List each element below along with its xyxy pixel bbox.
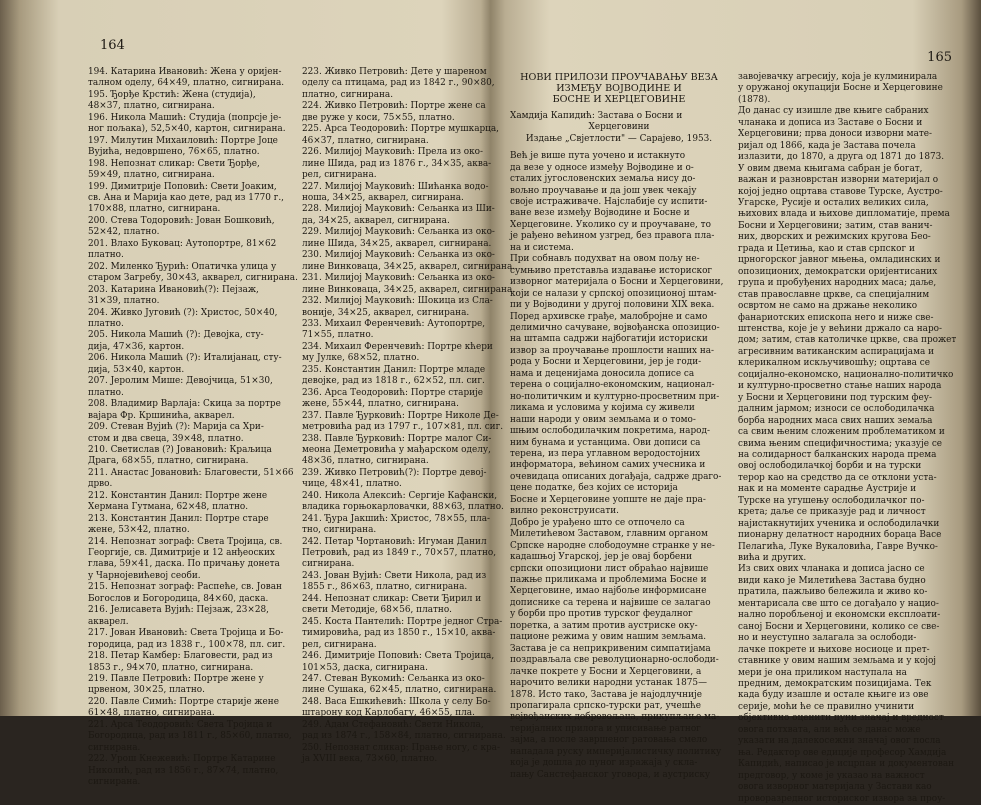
headline-line: ИЗМЕЂУ ВОЈВОДИНЕ И bbox=[556, 83, 682, 94]
article-line: Већ је више пута уочено и истакнуто bbox=[510, 151, 686, 162]
catalog-line: две руже у коси, 75×55, платно. bbox=[302, 112, 455, 123]
catalog-line: воније, 34×25, акварел, сигнирана. bbox=[302, 307, 470, 318]
article-line: да везе у односе између Војводине и о- bbox=[510, 162, 694, 173]
article-line: делимично сачуване, војвођанска опозицио- bbox=[510, 323, 720, 334]
article-line: у борби про против турског феудалног bbox=[510, 609, 693, 620]
catalog-line: 225. Арса Теодоровић: Портре мушкарца, bbox=[302, 124, 499, 135]
article-line: ставнике у овим нашим земљама и у којој bbox=[738, 656, 937, 667]
article-line: У овим двема књигама сабран је богат, bbox=[738, 163, 923, 174]
catalog-line: метровића рад из 1797 г., 107×81, пл. сиг. bbox=[302, 422, 504, 433]
article-line: терор као на средство да се отклони уста- bbox=[738, 472, 937, 483]
article-line: Капидић, написао је исцрпан и документован bbox=[738, 759, 955, 770]
catalog-line: жене, 55×44, платно, сигнирана. bbox=[302, 399, 459, 410]
catalog-line: 226. Милијој Мауковић: Прела из око- bbox=[302, 147, 483, 158]
article-line: терена, из пера углавном веродостојних bbox=[510, 449, 701, 459]
catalog-line: 208. Владимир Варлаја: Скица за портре bbox=[88, 399, 281, 410]
catalog-line: 223. Живко Петровић: Дете у шареном bbox=[302, 67, 487, 77]
article-line: нама и деценијама доносила дописе са bbox=[510, 368, 695, 379]
article-line: ним бунама и устанцима. Ови дописи са bbox=[510, 437, 701, 448]
article-line: објективно оценити пуни значај и вредност bbox=[738, 713, 944, 724]
article-line: клерикалном искључивошћу; оцртава се bbox=[738, 358, 931, 369]
article-line: Босне и Херцеговине уопште не даје пра- bbox=[510, 494, 706, 505]
article-body-column-a bbox=[510, 151, 728, 781]
catalog-line: 240. Никола Алексић: Сергије Кафански, bbox=[302, 490, 498, 501]
article-line: којој једно оцртава ставове Турске, Аустро- bbox=[738, 186, 943, 197]
article-line: зајма, а после завршеног ратовања смело bbox=[510, 735, 708, 746]
catalog-line: 235. Константин Данил: Портре младе bbox=[302, 364, 486, 375]
catalog-line: 61×48, платно, сигнирана. bbox=[88, 708, 215, 719]
catalog-line: лине Сушака, 62×45, платно, сигнирана. bbox=[302, 685, 497, 696]
catalog-line: ног пољака), 52,5×40, картон, сигнирана. bbox=[88, 124, 286, 135]
catalog-line: платно, сигнирана. bbox=[302, 89, 394, 100]
article-line: ликама и условима у којима су живели bbox=[510, 403, 695, 414]
catalog-line: 229. Милијој Мауковић: Сељанка из око- bbox=[302, 227, 495, 238]
article-line: штенства, које је у већини држало са наро- bbox=[738, 323, 942, 334]
article-line: на солидарност балканских народа према bbox=[738, 449, 937, 460]
catalog-line: му Јулке, 68×52, платно. bbox=[302, 353, 420, 364]
catalog-line: 198. Непознат сликар: Свети Ђорђе, bbox=[88, 158, 260, 169]
article-line: 1878. Исто тако, Застава је најодлучније bbox=[510, 689, 702, 700]
catalog-line: 224. Живко Петровић: Портре жене са bbox=[302, 101, 486, 112]
left-page-catalog-column-a bbox=[88, 67, 298, 789]
catalog-line: 211. Анастас Јовановић: Благовести, 51×66 bbox=[88, 467, 294, 478]
catalog-line: 234. Михаил Ференчевић: Портре кћери bbox=[302, 341, 493, 352]
article-line: фанариотских епископа него и ниже све- bbox=[738, 312, 934, 323]
catalog-line: ја XVIII века, 73×60, платно. bbox=[302, 754, 438, 765]
article-line: теријалних прилога и уписивање ратног bbox=[510, 723, 701, 734]
article-line: поретка, а затим против аустриске оку- bbox=[510, 620, 698, 631]
catalog-line: 206. Никола Машић (?): Италијанац, сту- bbox=[88, 353, 282, 364]
article-line: но-политичким и културно-просветним при- bbox=[510, 391, 720, 402]
catalog-line: 48×36, платно, сигнирана. bbox=[302, 456, 429, 467]
catalog-line: 221. Арса Теодоровић: Света Тројица и bbox=[88, 719, 273, 730]
catalog-line: 250. Непознат сликар: Прање ногу, с кра- bbox=[302, 742, 500, 753]
byline-line: Издање „Свјетлости" — Сарајево, 1953. bbox=[525, 133, 713, 144]
article-line: Српске народне слободоумне странке у не- bbox=[510, 540, 715, 551]
catalog-line: 202. Миленко Ђурић: Опатичка улица у bbox=[88, 261, 277, 272]
article-line: нак и на моменте сарадње Аустрије и bbox=[738, 484, 917, 495]
catalog-line: вајара Фр. Кршинића, акварел. bbox=[88, 410, 235, 421]
catalog-line: дија, 47×36, картон. bbox=[88, 341, 185, 352]
catalog-line: 246. Димитрије Поповић: Света Тројица, bbox=[302, 651, 495, 662]
catalog-line: платно. bbox=[88, 250, 124, 261]
catalog-line: 200. Стева Тодоровић: Јован Бошковић, bbox=[88, 215, 275, 226]
catalog-line: 1855 г., 86×63, платно, сигнирана. bbox=[302, 582, 468, 593]
catalog-line: талном оделу, 64×49, платно, сигнирана. bbox=[88, 78, 285, 89]
article-line: предним, демократским позицијама. Тек bbox=[738, 679, 932, 690]
article-line: агресивним ватиканским аспирацијама и bbox=[738, 346, 934, 357]
catalog-line: 59×49, платно, сигнирана. bbox=[88, 170, 215, 181]
catalog-line: 212. Константин Данил: Портре жене bbox=[88, 490, 268, 501]
article-line: но и неуступно залагала за ослободи- bbox=[738, 633, 917, 644]
left-page-number: 164 bbox=[100, 38, 125, 53]
left-page-catalog-column-b bbox=[302, 67, 516, 766]
catalog-line: 213. Константин Данил: Портре старе bbox=[88, 513, 269, 524]
catalog-line: 231. Милијој Мауковић: Сељанка из око- bbox=[302, 273, 495, 284]
article-line: нарочито велики народни устанак 1875— bbox=[510, 678, 707, 689]
catalog-line: тимировића, рад из 1850 г., 15×10, аква- bbox=[302, 628, 496, 639]
catalog-line: да, 34×25, акварел, сигнирана. bbox=[302, 215, 450, 226]
article-line: на и система. bbox=[510, 242, 574, 253]
catalog-line: 52×42, платно. bbox=[88, 227, 160, 238]
article-line: њихових влада и њихове дипломатије, према bbox=[738, 209, 950, 220]
catalog-line: девојке, рад из 1818 г., 62×52, пл. сиг. bbox=[302, 376, 485, 387]
right-page-article-column-a bbox=[510, 72, 728, 781]
catalog-line: тно, сигнирана. bbox=[302, 525, 377, 536]
article-line: проворазредног историског извора за проу- bbox=[738, 793, 946, 804]
article-line: саној Босни и Херцеговини, колико се све- bbox=[738, 621, 940, 632]
catalog-line: штарону код Карлобагу, 46×55, пла. bbox=[302, 708, 475, 719]
catalog-line: меона Деметровића у мађарском оделу, bbox=[302, 444, 491, 455]
article-line: извор за проучавање прошлости наших на- bbox=[510, 345, 715, 356]
catalog-line: сигнирана. bbox=[302, 559, 355, 570]
article-line: у Босни и Херцеговини под турским феу- bbox=[738, 392, 932, 403]
article-line: изворног материјала о Босни и Херцеговини, bbox=[510, 277, 724, 288]
article-line: Из свих ових чланака и дописа јасно се bbox=[738, 564, 925, 575]
left-page bbox=[78, 0, 516, 788]
catalog-line: лине Шида, рад из 1876 г., 34×35, аква- bbox=[302, 158, 492, 169]
article-line: Поред архивске грађе, малобројне и само bbox=[510, 311, 708, 322]
catalog-line: 222. Урош Кнежевић: Портре Катарине bbox=[88, 754, 276, 765]
article-line: социјално-економско, национално-политичко bbox=[738, 369, 954, 380]
article-line: српски опозициони лист обраћао највише bbox=[510, 563, 709, 574]
catalog-line: ноша, 34×25, акварел, сигнирана. bbox=[302, 192, 464, 203]
catalog-line: 228. Милијој Мауковић: Сељанка из Ши- bbox=[302, 204, 495, 215]
catalog-line: глава, 59×41, даска. По причању донета bbox=[88, 559, 280, 570]
article-line: излазити, до 1870, а друга од 1871 до 1873. bbox=[738, 152, 945, 163]
catalog-line: 207. Јеролим Мише: Девојчица, 51×30, bbox=[88, 376, 273, 387]
article-line: цене податке, без којих се историја bbox=[510, 483, 678, 494]
article-line: важан и разноврстан изворни материјал о bbox=[738, 175, 939, 186]
catalog-line: 227. Милијој Мауковић: Шићанка водо- bbox=[302, 181, 489, 192]
catalog-line: црвеном, 30×25, платно. bbox=[88, 685, 205, 696]
catalog-line: 248. Васа Ешкићевић: Школа у селу Бо- bbox=[302, 696, 491, 707]
catalog-line: сигнирана. bbox=[88, 777, 141, 788]
right-page-number: 165 bbox=[927, 50, 952, 65]
catalog-line: 204. Живко Југовић (?): Христос, 50×40, bbox=[88, 307, 278, 318]
catalog-line: 219. Павле Петровић: Портре жене у bbox=[88, 674, 264, 685]
catalog-line: акварел. bbox=[88, 616, 129, 627]
catalog-line: чице, 48×41, платно. bbox=[302, 479, 402, 490]
article-line: Милетићевом Заставом, главним органом bbox=[510, 529, 708, 540]
article-line: указати на далекосежни значај овог посла bbox=[738, 736, 941, 747]
article-line: чланака и дописа из Заставе о Босни и bbox=[738, 117, 923, 128]
article-line: став православне цркве, са специјалним bbox=[738, 289, 930, 300]
article-line: дом; затим, став католичке цркве, сва прожет bbox=[738, 335, 957, 346]
catalog-line: 244. Непознат сликар: Свети Ђирил и bbox=[302, 593, 482, 604]
catalog-line: платно. bbox=[88, 318, 124, 329]
article-line: ментарисала све што се догађало у нацио- bbox=[738, 598, 939, 609]
catalog-line: 194. Катарина Ивановић: Жена у оријен- bbox=[88, 67, 282, 77]
article-line: кадашњој Угарској, јер је овај борбени bbox=[510, 552, 693, 563]
catalog-line: Богослов и Богородица, 84×60, даска. bbox=[88, 593, 269, 604]
article-line: вољно проучавање и да још увек чекају bbox=[510, 185, 697, 196]
article-line: пи у Војводини у другој половини XIX века. bbox=[510, 300, 715, 311]
article-line: војвођанских добровољаца, прикупљање ма- bbox=[510, 712, 720, 723]
article-line: сумњиво претставља издавање историског bbox=[510, 265, 713, 276]
article-line: опозиционих, демократски оријентисаних bbox=[738, 266, 938, 277]
catalog-line: 220. Павле Симић: Портре старије жене bbox=[88, 696, 279, 707]
catalog-line: 232. Милијој Мауковић: Шокица из Сла- bbox=[302, 296, 493, 307]
article-line: крета; даље се приказује рад и личност bbox=[738, 507, 926, 518]
catalog-line: городица, рад из 1838 г., 100×78, пл. сиг. bbox=[88, 639, 286, 650]
catalog-line: Вујића, недовршено, 76×65, платно. bbox=[88, 147, 260, 158]
article-line: Пелагића, Луке Вукаловића, Гавре Вучко- bbox=[738, 541, 938, 552]
article-line: Херцеговини; прва доноси изворни мате- bbox=[738, 129, 933, 140]
catalog-line: 237. Павле Ђурковић: Портре Николе Де- bbox=[302, 410, 499, 421]
article-line: сталих југословенских земаља нису до- bbox=[510, 174, 696, 185]
catalog-line: 233. Михаил Ференчевић: Аутопортре, bbox=[302, 318, 486, 329]
catalog-line: сигнирана. bbox=[88, 742, 141, 753]
catalog-line: 241. Ђура Јакшић: Христос, 78×55, пла- bbox=[302, 513, 491, 524]
catalog-line: 1853 г., 94×70, платно, сигнирана. bbox=[88, 662, 254, 673]
catalog-line: Петровић, рад из 1849 г., 70×57, платно, bbox=[302, 548, 497, 559]
article-line: нападала руску империјалистичку политику bbox=[510, 746, 722, 757]
article-line: борба народних маса свих наших земаља bbox=[738, 415, 933, 426]
catalog-line: рел, сигнирана. bbox=[302, 639, 377, 650]
catalog-line: платно. bbox=[88, 387, 124, 398]
article-line: града и Цетиња, као и став српског и bbox=[738, 243, 915, 254]
catalog-line: 245. Коста Пантелић: Портре једног Стра- bbox=[302, 616, 503, 627]
catalog-line: Хермана Гутмана, 62×48, платно. bbox=[88, 502, 249, 513]
article-line: свима њеним специфичностима; указује се bbox=[738, 438, 943, 449]
byline-line: Хамдија Капидић: Застава о Босни и bbox=[510, 111, 683, 121]
article-line: пратила, пажљиво бележила и живо ко- bbox=[738, 587, 928, 598]
article-line: ријал од 1866, када је Застава почела bbox=[738, 140, 916, 151]
article-line: серије, моћи ће се правилно учинити bbox=[738, 701, 915, 712]
catalog-line: Георгије, св. Димитрије и 12 анђеоских bbox=[88, 548, 275, 559]
article-line: нално поробљеној и економски експлоати- bbox=[738, 610, 941, 621]
article-line: овој ослободилачкој борби и на турски bbox=[738, 461, 922, 472]
catalog-line: дрво. bbox=[88, 479, 113, 490]
article-line: пионарну делатност народних бораца Васе bbox=[738, 530, 942, 541]
article-line: пажње приликама и проблемима Босне и bbox=[510, 574, 707, 585]
catalog-line: стом и два свеца, 39×48, платно. bbox=[88, 433, 244, 444]
catalog-line: св. Ана и Марија као дете, рад из 1770 г., bbox=[88, 192, 284, 203]
catalog-line: 71×55, платно. bbox=[302, 330, 374, 341]
catalog-line: 247. Стеван Вукомић: Сељанка из око- bbox=[302, 674, 485, 685]
catalog-line: 46×37, платно, сигнирана. bbox=[302, 135, 429, 146]
article-line: При собнављ подухват на овом пољу не- bbox=[510, 254, 700, 265]
article-line: рода у Босни и Херцеговини, јер је годи- bbox=[510, 357, 702, 368]
article-line: који се налази у српској опозиционој штам- bbox=[510, 288, 717, 299]
article-headline bbox=[510, 72, 728, 105]
article-line: која је дошла до пуног изражаја у скла- bbox=[510, 758, 698, 769]
right-page-article-column-b bbox=[738, 72, 958, 805]
article-line: и културно-просветно стање наших народа bbox=[738, 381, 942, 392]
article-line: информатора, већином самих учесника и bbox=[510, 460, 706, 471]
catalog-line: лине Винковаца, 34×25, акварел, сигнирана. bbox=[302, 261, 516, 272]
headline-line: БОСНЕ И ХЕРЦЕГОВИНЕ bbox=[552, 94, 686, 105]
article-line: дописнике са терена и највише се залагао bbox=[510, 597, 711, 608]
catalog-line: свети Методије, 68×56, платно. bbox=[302, 605, 452, 616]
catalog-line: 210. Светислав (?) Јовановић: Краљица bbox=[88, 444, 272, 455]
catalog-line: 205. Никола Машић (?): Девојка, сту- bbox=[88, 330, 264, 341]
catalog-line: 249. Адам Стефановић: Свети Никола, bbox=[302, 719, 484, 730]
catalog-line: лине Винковаца, 34×25, акварел, сигнирана. bbox=[302, 284, 516, 295]
catalog-line: лине Шида, 34×25, акварел, сигнирана. bbox=[302, 238, 492, 249]
catalog-line: 243. Јован Вујић: Свети Никола, рад из bbox=[302, 570, 487, 581]
catalog-line: 218. Петар Камбер: Благовести, рад из bbox=[88, 651, 273, 662]
article-line: Херцеговине, имао најбоље информисане bbox=[510, 586, 707, 597]
catalog-line: 170×88, платно, сигнирана. bbox=[88, 204, 221, 215]
article-line: у оружаној окупацији Босне и Херцеговине bbox=[738, 83, 943, 94]
article-line: овога потхвата, али већ се данас може bbox=[738, 724, 921, 735]
article-line: предговор, у коме је указао на важност bbox=[738, 770, 925, 781]
catalog-line: старом Загребу, 30×43, акварел, сигнирана. bbox=[88, 273, 298, 284]
catalog-line: 239. Живко Петровић(?): Портре девој- bbox=[302, 467, 487, 478]
article-line: далним јармом; износи се ослободилачка bbox=[738, 404, 935, 415]
article-line: своје истраживаче. Најслабије су испити- bbox=[510, 197, 708, 208]
catalog-line: дија, 53×40, картон. bbox=[88, 364, 185, 375]
article-line: је рађено већином узгред, без правога пла- bbox=[510, 231, 715, 242]
catalog-line: Николић, рад из 1856 г., 87×74, платно, bbox=[88, 765, 279, 776]
article-line: них, дворских и режимских кругова Бео- bbox=[738, 232, 931, 243]
catalog-line: 31×39, платно. bbox=[88, 296, 160, 307]
article-line: на штампа садржи најбогатији историски bbox=[510, 334, 708, 345]
catalog-line: 215. Непознат зограф: Распеће, св. Јован bbox=[88, 582, 282, 593]
catalog-line: 195. Ђорђе Крстић: Жена (студија), bbox=[88, 89, 256, 100]
catalog-line: 242. Петар Чортановић: Игуман Данил bbox=[302, 536, 487, 547]
article-line: наши народи у овим земљама и о томо- bbox=[510, 414, 696, 425]
catalog-line: 217. Јован Ивановић: Света Тројица и Бо- bbox=[88, 628, 284, 639]
article-line: Добро је урађено што се отпочело са bbox=[510, 517, 685, 528]
headline-line: НОВИ ПРИЛОЗИ ПРОУЧАВАЊУ ВЕЗА bbox=[520, 72, 718, 83]
catalog-line: рад из 1874 г., 158×84, платно, сигнирана. bbox=[302, 731, 506, 742]
catalog-line: рел, сигнирана. bbox=[302, 170, 377, 181]
article-line: ване везе између Војводине и Босне и bbox=[510, 208, 690, 219]
catalog-line: 197. Милутин Михаиловић: Портре Јоце bbox=[88, 135, 278, 146]
catalog-line: 203. Катарина Ивановић(?): Пејзаж, bbox=[88, 284, 259, 295]
article-line: мери је она приликом наступала на bbox=[738, 667, 907, 678]
article-line: Турске на угушењу ослободилачког по- bbox=[738, 495, 925, 506]
catalog-line: оделу са птицама, рад из 1842 г., 90×80, bbox=[302, 78, 495, 89]
article-line: Угарске, Русије и осталих великих сила, bbox=[738, 197, 929, 208]
article-line: ња. Редактор ове едиције професор Хамдија bbox=[738, 747, 947, 758]
catalog-line: 238. Павле Ђурковић: Портре малог Си- bbox=[302, 433, 492, 444]
article-line: (1878). bbox=[738, 94, 771, 105]
catalog-line: 196. Никола Машић: Студија (попрсје је- bbox=[88, 112, 282, 123]
article-line: завојевачку агресију, која је кулминирала bbox=[738, 72, 938, 82]
catalog-line: владика горњокарловачки, 88×63, платно. bbox=[302, 502, 504, 513]
article-line: Застава је са неприкривеним симпатијама bbox=[510, 643, 711, 654]
article-line: вића и других. bbox=[738, 553, 807, 564]
article-line: пропагирала српско-турски рат, учешће bbox=[510, 700, 702, 711]
article-line: најистакнутијих ученика и ослободилачки bbox=[738, 518, 940, 529]
article-line: лачке покрете и њихове носиоце и прет- bbox=[738, 644, 930, 655]
article-line: Херцеговине. Уколико су и проучаване, то bbox=[510, 219, 711, 230]
article-line: шњим ослободилачким покретима, народ- bbox=[510, 426, 710, 437]
article-line: са свим њеним сложеним проблематиком и bbox=[738, 427, 945, 438]
catalog-line: 230. Милијој Мауковић: Сељанка из око- bbox=[302, 250, 495, 261]
article-line: освртом не само на држање неколико bbox=[738, 301, 918, 312]
catalog-line: 216. Јелисавета Вујић: Пејзаж, 23×28, bbox=[88, 605, 269, 616]
article-line: пању Санстефанског уговора, и аустриску bbox=[510, 769, 711, 780]
catalog-line: 101×53, даска, сигнирана. bbox=[302, 662, 428, 673]
article-byline bbox=[510, 111, 728, 145]
catalog-line: Драга, 68×55, платно, сигнирана. bbox=[88, 456, 249, 467]
article-line: група и пробуђених народних маса; даље, bbox=[738, 278, 937, 289]
byline-line: Херцеговини bbox=[588, 122, 650, 133]
article-line: види како је Милетићева Застава будно bbox=[738, 575, 926, 586]
article-line: пационе режима у овим нашим земљама. bbox=[510, 632, 707, 643]
article-line: терена о социјално-економским, национал- bbox=[510, 380, 715, 391]
catalog-line: 199. Димитрије Поповић: Свети Јоаким, bbox=[88, 181, 277, 192]
catalog-line: 236. Арса Теодоровић: Портре старије bbox=[302, 387, 484, 398]
catalog-line: у Чарнојевићевој сеоби. bbox=[88, 570, 201, 581]
catalog-line: 48×37, платно, сигнирана. bbox=[88, 101, 215, 112]
catalog-line: Богородица, рад из 1811 г., 85×60, платно, bbox=[88, 731, 292, 742]
article-line: лачке покрете у Босни и Херцеговини, а bbox=[510, 666, 702, 677]
right-page bbox=[496, 0, 958, 804]
article-line: овога изворног материјала у Застави као bbox=[738, 782, 932, 793]
catalog-line: 214. Непознат зограф: Света Тројица, св. bbox=[88, 536, 283, 547]
article-line: поздрављала све револуционарно-ослободи- bbox=[510, 655, 719, 666]
article-line: Босни и Херцеговини; затим, став ванич- bbox=[738, 220, 933, 231]
catalog-line: жене, 53×42, платно. bbox=[88, 525, 190, 536]
catalog-line: 209. Стеван Вујић (?): Марија са Хри- bbox=[88, 422, 264, 433]
article-line: До данас су изишле две књиге сабраних bbox=[738, 106, 929, 117]
article-line: очевидаца описаних догађаја, садрже драго- bbox=[510, 471, 722, 482]
catalog-line: 201. Влахо Буковац: Аутопортре, 81×62 bbox=[88, 238, 277, 249]
article-line: када буду изашле и остале књиге из ове bbox=[738, 690, 929, 701]
article-line: црногорског јавног мњења, омладинских и bbox=[738, 255, 941, 266]
article-line: вилно реконструисати. bbox=[510, 506, 619, 517]
